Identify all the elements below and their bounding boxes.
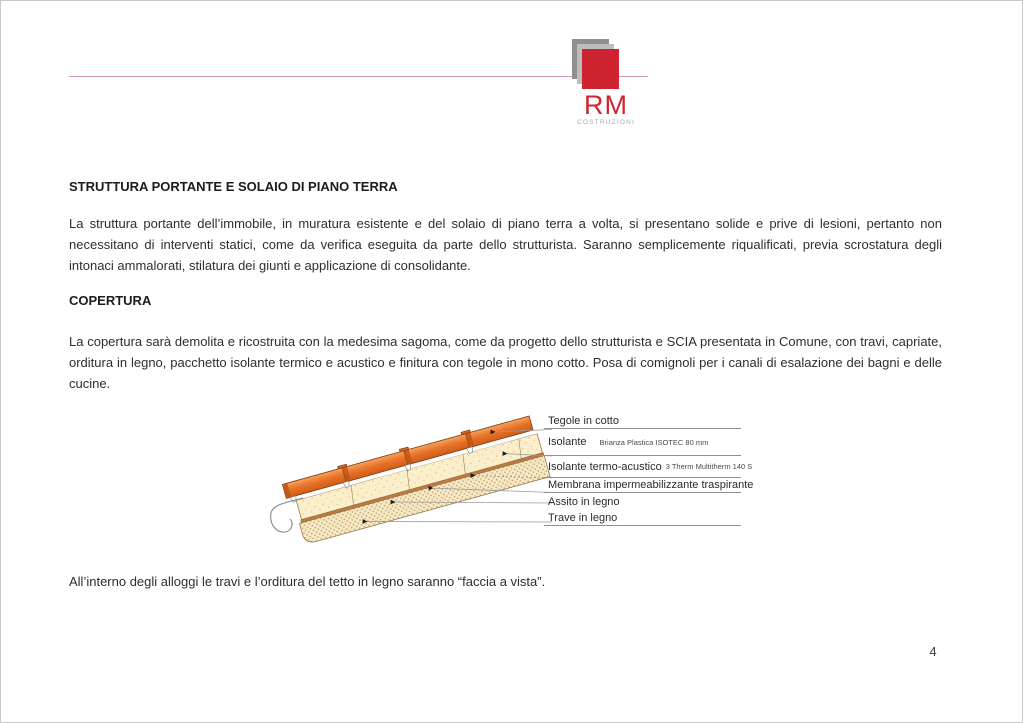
label-isolante <box>544 429 741 456</box>
section-heading-struttura: STRUTTURA PORTANTE E SOLAIO DI PIANO TERRA <box>69 179 398 194</box>
label-isolante-detail: Brianza Plastica ISOTEC 80 mm <box>599 437 709 447</box>
rm-logo <box>561 37 651 126</box>
label-termo-detail: 3 Therm Multitherm 140 S <box>665 462 753 471</box>
label-membrana <box>544 478 754 493</box>
logo-squares-icon <box>561 37 651 93</box>
paragraph-copertura: La copertura sarà demolita e ricostruita con la medesima sagoma, come da progetto dello strutturista e SCIA presentata in Comune, con travi, capriate, orditura in legno, pacchetto isolante termico e acustico e finitura con tegole in mono cotto. Posa di comignoli per i canali di esalazione dei bagni e delle cucine. <box>69 334 942 391</box>
roof-section-illustration <box>263 401 553 546</box>
label-assito <box>544 493 741 511</box>
logo-square-front <box>582 49 619 89</box>
paragraph-struttura: La struttura portante dell’immobile, in muratura esistente e del solaio di piano terra a volta, si presentano solide e prive di lesioni, pertanto non necessitano di interventi statici, come da verifica eseguita da parte dello strutturista. Saranno semplicemente riqualificati, previa scrostatura degli intonaci ammalorati, stilatura dei giunti e applicazione di consolidante. <box>69 216 942 273</box>
label-termo-title: Isolante termo-acustico <box>548 460 662 473</box>
layer-labels <box>544 413 754 526</box>
label-trave-title: Trave in legno <box>548 512 618 524</box>
label-tegole <box>544 413 741 429</box>
logo-brand-text: RM <box>584 90 628 120</box>
label-trave <box>544 511 741 526</box>
label-tegole-title: Tegole in cotto <box>548 414 619 427</box>
label-isolante-termo-acustico <box>544 456 753 478</box>
section-heading-copertura: COPERTURA <box>69 293 152 308</box>
label-membrana-title: Membrana impermeabilizzante traspirante <box>548 479 754 491</box>
page-number: 4 <box>929 644 937 659</box>
paragraph-note: All’interno degli alloggi le travi e l’orditura del tetto in legno saranno “faccia a vista”. <box>69 574 546 589</box>
roof-layers <box>282 413 550 546</box>
label-isolante-title: Isolante <box>548 436 587 448</box>
label-assito-title: Assito in legno <box>548 496 620 508</box>
logo-subtitle-text: COSTRUZIONI <box>577 119 635 126</box>
